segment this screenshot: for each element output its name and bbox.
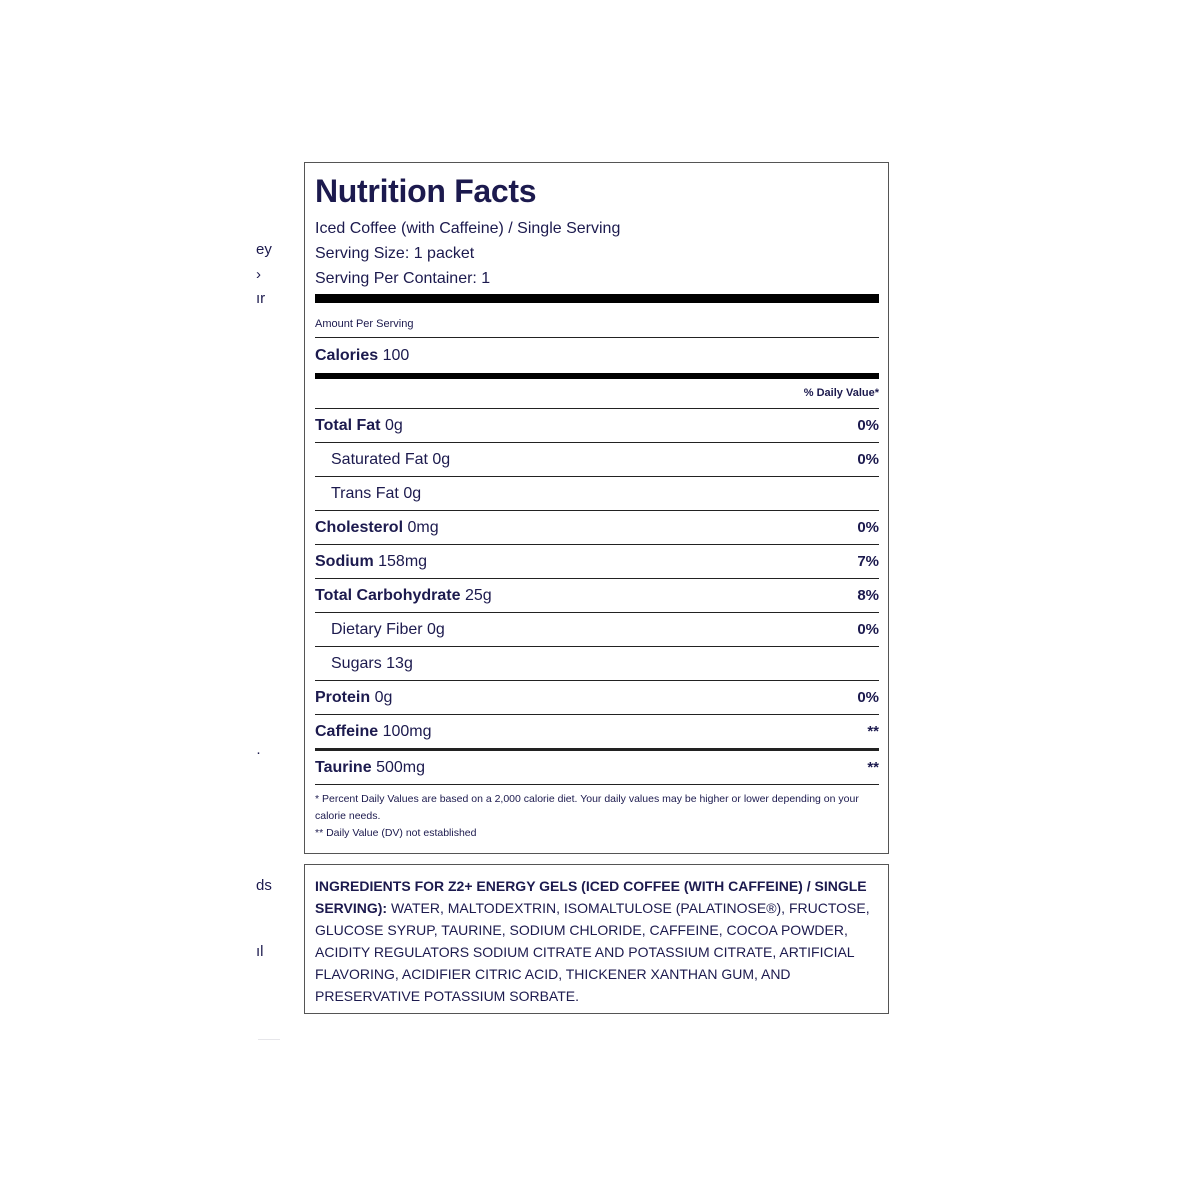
nutrient-name: Total Carbohydrate — [315, 586, 461, 604]
nutrient-amount: 13g — [386, 654, 413, 672]
nutrient-dv: 0% — [857, 417, 879, 434]
nutrient-amount: 0g — [374, 688, 393, 706]
nutrient-amount: 500mg — [376, 758, 425, 776]
ingredients-heading: INGREDIENTS FOR Z2+ ENERGY GELS (ICED COFFEE (WITH CAFFEINE) / SINGLE SERVING): — [315, 878, 867, 916]
nutrient-row-total-carbohydrate — [315, 579, 879, 613]
nutrient-name: Saturated Fat — [331, 450, 428, 468]
daily-value-header: % Daily Value* — [315, 379, 879, 409]
footnote-dv-not-established: ** Daily Value (DV) not established — [315, 827, 477, 839]
nutrient-dv: 8% — [857, 587, 879, 604]
nutrient-dv: ** — [867, 723, 879, 740]
ingredients-panel — [304, 864, 889, 1014]
product-name: Iced Coffee (with Caffeine) / Single Serving — [315, 220, 621, 237]
footnote-daily-values: * Percent Daily Values are based on a 2,000 calorie diet. Your daily values may be higher or lower depending on your calorie needs. — [315, 793, 859, 822]
calories-value: 100 — [382, 347, 410, 364]
nutrient-row-total-fat — [315, 409, 879, 443]
nutrient-amount: 100mg — [382, 722, 432, 740]
clipped-text-fragment: · — [256, 744, 261, 761]
serving-size: Serving Size: 1 packet — [315, 245, 475, 262]
nutrient-dv: 0% — [857, 621, 879, 638]
nutrient-amount: 0g — [427, 620, 445, 638]
nutrient-row-trans-fat — [315, 477, 879, 511]
nutrient-row-sodium — [315, 545, 879, 579]
servings-per-container: Serving Per Container: 1 — [315, 270, 491, 287]
calories-row — [315, 338, 879, 373]
nutrient-row-saturated-fat — [315, 443, 879, 477]
nutrient-name: Caffeine — [315, 722, 379, 740]
nutrient-dv: ** — [867, 759, 879, 776]
nutrient-name: Sugars — [331, 654, 382, 672]
nutrient-name: Protein — [315, 688, 371, 706]
amount-per-serving: Amount Per Serving — [315, 303, 879, 338]
divider — [258, 1039, 280, 1040]
calories-label: Calories — [315, 347, 379, 364]
ingredients-text: WATER, MALTODEXTRIN, ISOMALTULOSE (PALATINOSE®), FRUCTOSE, GLUCOSE SYRUP, TAURINE, SODIUM CHLORIDE, CAFFEINE, COCOA POWDER, ACIDITY REGULATORS SODIUM CITRATE AND POTASSIUM CITRATE, ARTIFICIAL FLAVORING, ACIDIFIER CITRIC ACID, THICKENER XANTHAN GUM, AND PRESERVATIVE POTASSIUM SORBATE. — [315, 900, 870, 1004]
thick-divider — [315, 294, 879, 303]
nutrient-row-caffeine — [315, 715, 879, 751]
nutrition-facts-panel — [304, 162, 889, 854]
nutrient-row-sugars — [315, 647, 879, 681]
clipped-text-fragment: › — [256, 266, 261, 283]
nutrient-amount: 0mg — [407, 518, 439, 536]
nutrient-amount: 158mg — [378, 552, 428, 570]
nutrient-row-dietary-fiber — [315, 613, 879, 647]
nutrient-dv: 0% — [857, 519, 879, 536]
nutrient-amount: 0g — [432, 450, 451, 468]
nutrient-name: Total Fat — [315, 416, 381, 434]
nutrient-name: Taurine — [315, 758, 372, 776]
clipped-text-fragment: ıl — [256, 943, 264, 960]
nutrient-dv: 7% — [857, 553, 879, 570]
nutrient-dv: 0% — [857, 689, 879, 706]
nutrient-row-protein — [315, 681, 879, 715]
nutrient-amount: 0g — [384, 416, 403, 434]
nutrition-facts-title: Nutrition Facts — [315, 173, 537, 209]
nutrient-name: Sodium — [315, 552, 374, 570]
footnotes — [315, 785, 879, 842]
nutrient-name: Dietary Fiber — [331, 620, 423, 638]
nutrient-name: Cholesterol — [315, 518, 404, 536]
nutrient-dv: 0% — [857, 451, 879, 468]
clipped-text-fragment: ey — [256, 241, 272, 258]
nutrient-row-cholesterol — [315, 511, 879, 545]
nutrient-amount: 25g — [464, 586, 492, 604]
clipped-text-fragment: ds — [256, 877, 272, 894]
clipped-text-fragment: ır — [256, 290, 266, 307]
nutrient-name: Trans Fat — [331, 484, 399, 502]
nutrient-row-taurine — [315, 751, 879, 785]
nutrient-amount: 0g — [403, 484, 422, 502]
